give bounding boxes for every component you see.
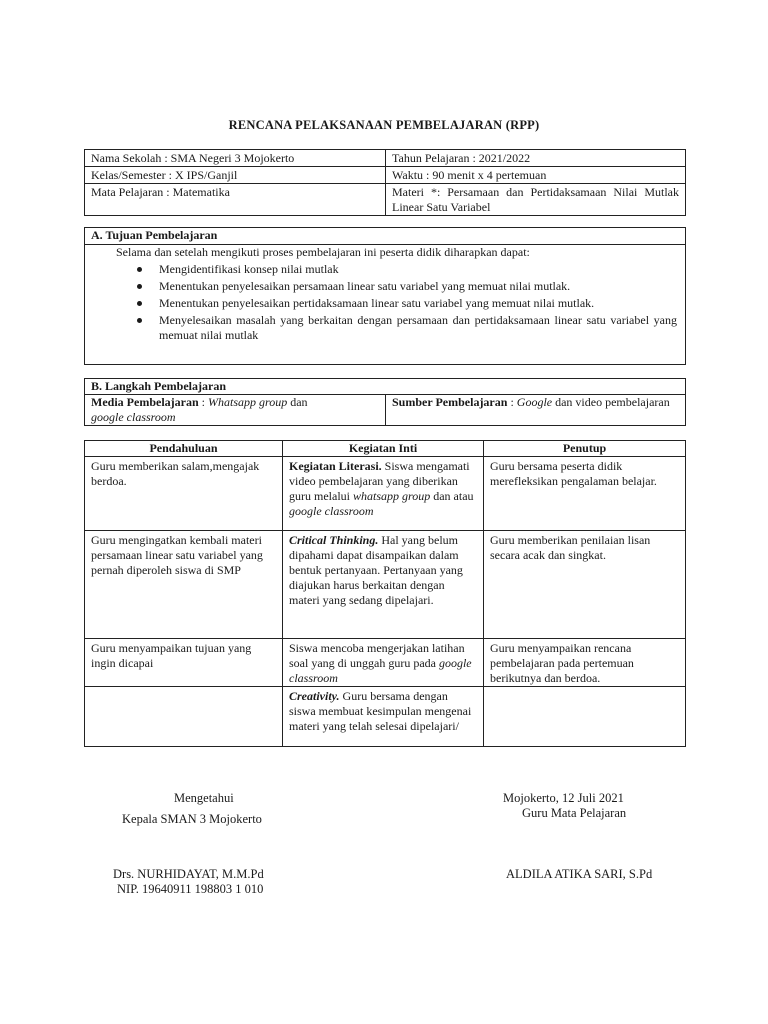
media-and: dan	[287, 395, 308, 409]
pendahuluan-cell: Guru mengingatkan kembali materi persamaan linear satu variabel yang pernah diperoleh siswa di SMP	[85, 531, 283, 639]
inti-bold: Kegiatan Literasi.	[289, 459, 382, 473]
inti-bold: Creativity.	[289, 689, 340, 703]
document-title: RENCANA PELAKSANAAN PEMBELAJARAN (RPP)	[228, 118, 540, 132]
guru-label: Guru Mata Pelajaran	[522, 806, 627, 820]
inti-italic: google classroom	[289, 656, 472, 685]
table-row	[85, 531, 686, 639]
media-value-2: google classroom	[91, 410, 176, 424]
sumber-label: Sumber Pembelajaran	[392, 395, 508, 409]
sumber-cell	[386, 395, 686, 426]
table-row	[85, 687, 686, 747]
inti-text: Guru bersama dengan siswa membuat kesimpulan mengenai materi yang telah selesai dipelajari/	[289, 689, 472, 733]
materi-cell: Materi *: Persamaan dan Pertidaksamaan Nilai Mutlak Linear Satu Variabel	[386, 184, 686, 216]
info-table	[84, 149, 686, 216]
inti-text-2: dan atau	[430, 489, 474, 503]
waktu-cell: Waktu : 90 menit x 4 pertemuan	[386, 167, 686, 184]
tujuan-section	[84, 227, 686, 365]
kepala-sekolah-nip: NIP. 19640911 198803 1 010	[117, 882, 264, 896]
mengetahui-label: Mengetahui	[174, 791, 234, 805]
inti-cell	[283, 457, 484, 531]
inti-cell	[283, 531, 484, 639]
table-row	[85, 639, 686, 687]
media-label: Media Pembelajaran	[91, 395, 199, 409]
list-item: Menentukan penyelesaikan pertidaksamaan linear satu variabel yang memuat nilai mutlak.	[159, 296, 677, 311]
list-item: Mengidentifikasi konsep nilai mutlak	[159, 262, 677, 277]
penutup-cell: Guru menyampaikan rencana pembelajaran pada pertemuan berikutnya dan berdoa.	[484, 639, 686, 687]
langkah-table	[84, 378, 686, 426]
list-item: Menyelesaikan masalah yang berkaitan dengan persamaan dan pertidaksamaan linear satu variabel yang memuat nilai mutlak	[159, 313, 677, 342]
nama-sekolah-cell: Nama Sekolah : SMA Negeri 3 Mojokerto	[85, 150, 386, 167]
pendahuluan-cell: Guru memberikan salam,mengajak berdoa.	[85, 457, 283, 531]
sumber-value: Google	[516, 395, 553, 409]
inti-text: Siswa mengamati video pembelajaran yang diberikan guru melalui	[289, 459, 470, 503]
penutup-cell: Guru bersama peserta didik merefleksikan pengalaman belajar.	[484, 457, 686, 531]
media-sep: :	[198, 395, 208, 409]
tujuan-list	[115, 262, 677, 343]
penutup-cell	[484, 687, 686, 747]
penutup-cell: Guru memberikan penilaian lisan secara acak dan singkat.	[484, 531, 686, 639]
tahun-pelajaran-cell: Tahun Pelajaran : 2021/2022	[386, 150, 686, 167]
kelas-semester-cell: Kelas/Semester : X IPS/Ganjil	[85, 167, 386, 184]
media-cell	[85, 395, 386, 426]
inti-cell	[283, 687, 484, 747]
tujuan-heading: A. Tujuan Pembelajaran	[85, 228, 685, 245]
place-date: Mojokerto, 12 Juli 2021	[503, 791, 624, 805]
pendahuluan-cell: Guru menyampaikan tujuan yang ingin dicapai	[85, 639, 283, 687]
kepala-sekolah-label: Kepala SMAN 3 Mojokerto	[122, 812, 262, 826]
langkah-heading: B. Langkah Pembelajaran	[85, 379, 686, 395]
mata-pelajaran-cell: Mata Pelajaran : Matematika	[85, 184, 386, 216]
inti-italic-2: google classroom	[289, 504, 374, 518]
guru-name: ALDILA ATIKA SARI, S.Pd	[506, 867, 653, 881]
header-kegiatan-inti: Kegiatan Inti	[283, 441, 484, 457]
table-row	[85, 457, 686, 531]
sumber-sep: :	[507, 395, 517, 409]
inti-bold: Critical Thinking.	[289, 533, 379, 547]
tujuan-intro: Selama dan setelah mengikuti proses pembelajaran ini peserta didik diharapkan dapat:	[116, 245, 530, 259]
header-pendahuluan: Pendahuluan	[85, 441, 283, 457]
header-penutup: Penutup	[484, 441, 686, 457]
list-item: Menentukan penyelesaikan persamaan linear satu variabel yang memuat nilai mutlak.	[159, 279, 677, 294]
inti-text: Hal yang belum dipahami dapat disampaikan dalam bentuk pertanyaan. Pertanyaan yang diajukan harus berkaitan dengan materi yang sedang dipelajari.	[289, 533, 463, 607]
pendahuluan-cell	[85, 687, 283, 747]
kepala-sekolah-name: Drs. NURHIDAYAT, M.M.Pd	[113, 867, 264, 881]
media-value-1: Whatsapp group	[208, 395, 288, 409]
sumber-rest: dan video pembelajaran	[552, 395, 670, 409]
inti-italic: whatsapp group	[352, 489, 431, 503]
kegiatan-table	[84, 440, 686, 747]
inti-cell	[283, 639, 484, 687]
inti-text: Siswa mencoba mengerjakan latihan soal yang di unggah guru pada	[289, 641, 465, 670]
